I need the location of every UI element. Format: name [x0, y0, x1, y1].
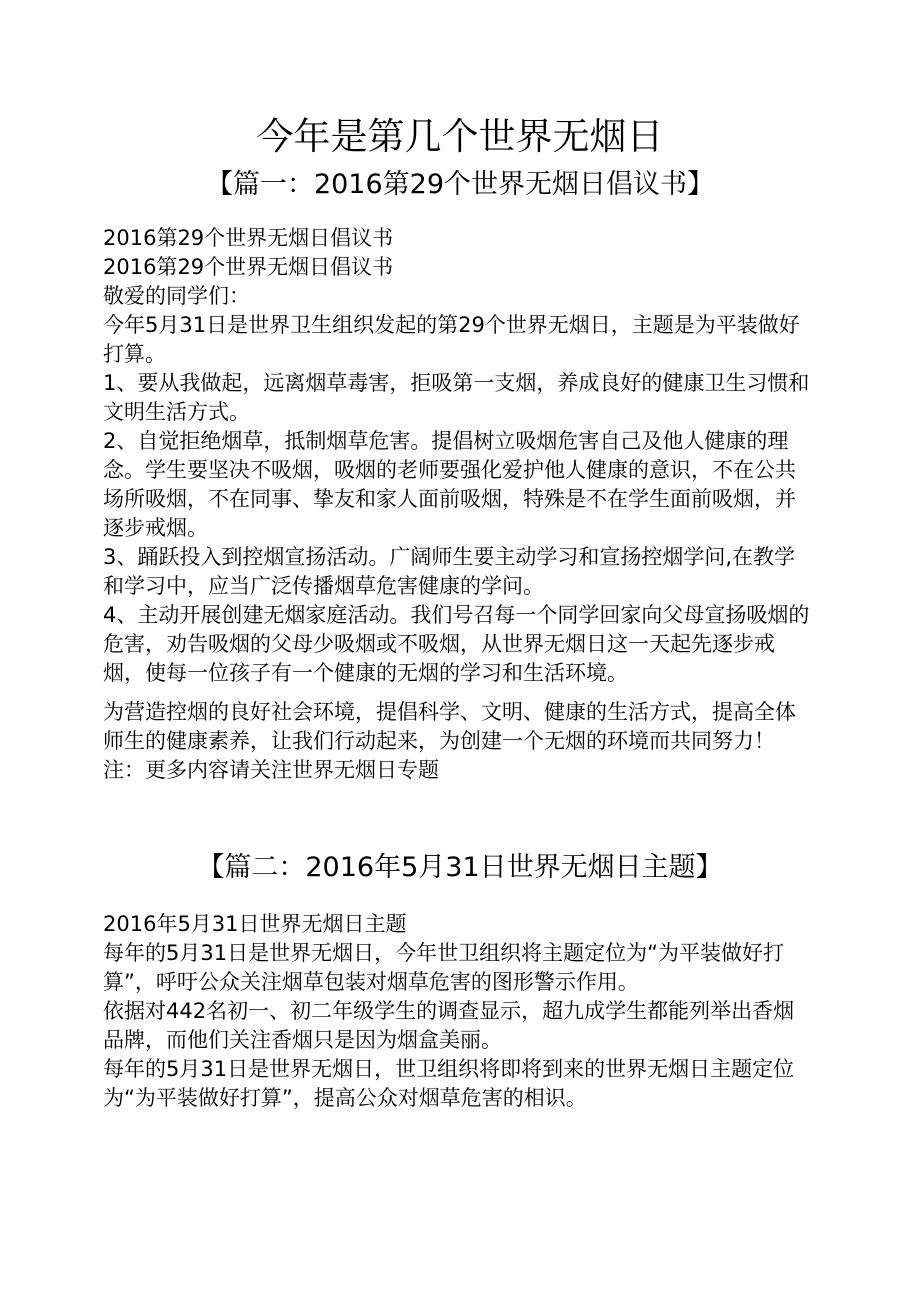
point-3: 3、踊跃投入到控烟宣扬活动。广阔师生要主动学习和宣扬控烟学问,在教学和学习中，应当广泛传播烟草危害健康的学问。 [103, 545, 796, 598]
section-two-body [103, 910, 815, 1113]
section-one-heading: 【篇一：2016第29个世界无烟日倡议书】 [205, 169, 715, 200]
point-2: 2、自觉拒绝烟草，抵制烟草危害。提倡树立吸烟危害自己及他人健康的理念。学生要坚决不吸烟，吸烟的老师要强化爱护他人健康的意识，不在公共场所吸烟，不在同事、挚友和家人面前吸烟，特殊是不在学生面前吸烟，并逐步戒烟。 [103, 429, 796, 540]
closing-paragraph: 为营造控烟的良好社会环境，提倡科学、文明、健康的生活方式，提高全体师生的健康素养，让我们行动起来，为创建一个无烟的环境而共同努力！ [103, 700, 796, 753]
salutation: 敬爱的同学们： [103, 284, 250, 308]
note-line: 注：更多内容请关注世界无烟日专题 [103, 758, 439, 782]
doc-subtitle: 2016第29个世界无烟日倡议书 [103, 226, 394, 250]
page-title: 今年是第几个世界无烟日 [256, 115, 664, 158]
section-two-heading: 【篇二：2016年5月31日世界无烟日主题】 [197, 852, 723, 883]
point-1: 1、要从我做起，远离烟草毒害，拒吸第一支烟，养成良好的健康卫生习惯和文明生活方式。 [103, 371, 810, 424]
section-two-paragraph-2: 依据对442名初一、初二年级学生的调查显示，超九成学生都能列举出香烟品牌，而他们关注香烟只是因为烟盒美丽。 [103, 999, 795, 1052]
point-4: 4、主动开展创建无烟家庭活动。我们号召每一个同学回家向父母宣扬吸烟的危害，劝告吸烟的父母少吸烟或不吸烟，从世界无烟日这一天起先逐步戒烟，使每一位孩子有一个健康的无烟的学习和生活环境。 [103, 603, 810, 685]
intro-paragraph: 今年5月31日是世界卫生组织发起的第29个世界无烟日，主题是为平装做好打算。 [103, 313, 800, 366]
section-two-paragraph-1: 每年的5月31日是世界无烟日，今年世卫组织将主题定位为“为平装做好打算”，呼吁公众关注烟草包装对烟草危害的图形警示作用。 [103, 941, 784, 994]
section-two-subtitle: 2016年5月31日世界无烟日主题 [103, 912, 407, 936]
section-two-paragraph-3: 每年的5月31日是世界无烟日，世卫组织将即将到来的世界无烟日主题定位为“为平装做好打算”，提高公众对烟草危害的相识。 [103, 1057, 795, 1110]
doc-subtitle-repeat: 2016第29个世界无烟日倡议书 [103, 255, 394, 279]
section-one-body [103, 224, 815, 785]
